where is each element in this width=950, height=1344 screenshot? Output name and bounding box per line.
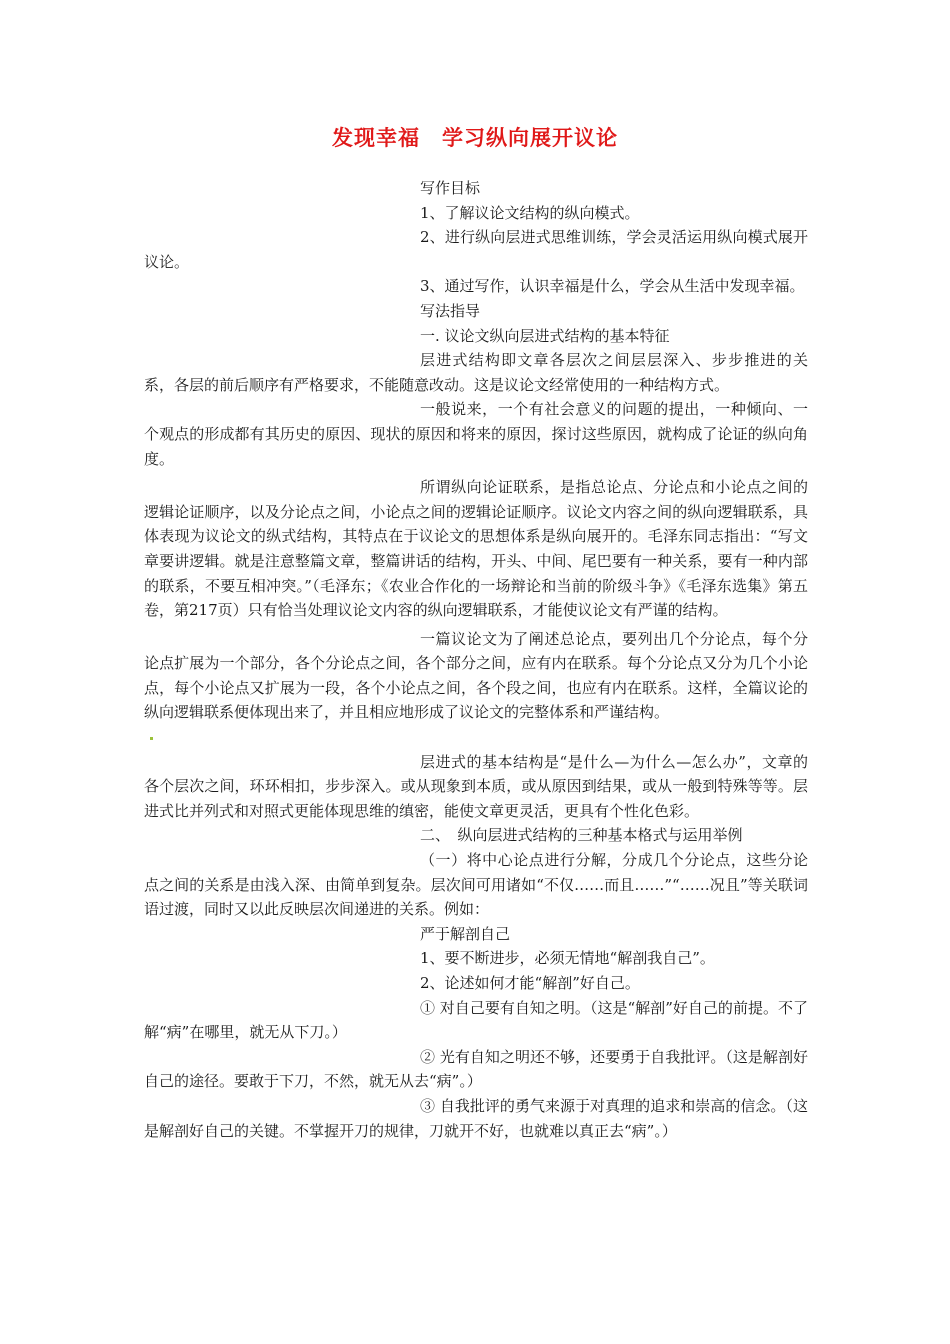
section-heading-guidance: 写法指导	[420, 301, 481, 320]
example-title: 严于解剖自己	[420, 924, 511, 943]
body-paragraph: 一般说来，一个有社会意义的问题的提出，一种倾向、一个观点的形成都有其历史的原因、现状的原因和将来的原因，探讨这些原因，就构成了论证的纵向角度。	[144, 400, 808, 468]
mark-line	[144, 725, 808, 750]
body-paragraph: 层进式的基本结构是“是什么—为什么—怎么办”，文章的各个层次之间，环环相扣，步步深入。或从现象到本质，或从原因到结果，或从一般到特殊等等。层进式比并列式和对照式更能体现思维的缜密，能使文章更灵活，更具有个性化色彩。	[144, 752, 808, 820]
goal-item-1: 1、了解议论文结构的纵向模式。	[420, 203, 640, 222]
example-subpoint-2: ② 光有自知之明还不够，还要勇于自我批评。（这是解剖好自己的途径。要敢于下刀，不然，就无从去“病”。）	[144, 1047, 808, 1091]
body-paragraph: （一）将中心论点进行分解，分成几个分论点，这些分论点之间的关系是由浅入深、由简单到复杂。层次间可用诸如“不仅……而且……”“……况且”等关联词语过渡，同时又以此反映层次间递进的关系。例如：	[144, 851, 808, 919]
body-paragraph: 一篇议论文为了阐述总论点，要列出几个分论点，每个分论点扩展为一个部分，各个分论点之间，各个部分之间，应有内在联系。每个分论点又分为几个小论点，每个小论点又扩展为一段，各个小论点之间，各个段之间，也应有内在联系。这样，全篇议论的纵向逻辑联系便体现出来了，并且相应地形成了议论文的完整体系和严谨结构。	[144, 629, 808, 722]
stray-dot-mark	[150, 737, 153, 740]
body-paragraph: 层进式结构即文章各层次之间层层深入、步步推进的关系，各层的前后顺序有严格要求，不能随意改动。这是议论文经常使用的一种结构方式。	[144, 351, 808, 394]
goal-item-2: 2、进行纵向层进式思维训练，学会灵活运用纵向模式展开议论。	[144, 228, 808, 271]
example-subpoint-3: ③ 自我批评的勇气来源于对真理的追求和崇高的信念。（这是解剖好自己的关键。不掌握开刀的规律，刀就开不好，也就难以真正去“病”。）	[144, 1096, 808, 1140]
page-title: 发现幸福 学习纵向展开议论	[332, 126, 618, 150]
example-subpoint-1: ① 对自己要有自知之明。（这是“解剖”好自己的前提。不了解“病”在哪里，就无从下刀。）	[144, 998, 808, 1042]
example-point-2: 2、论述如何才能“解剖”好自己。	[420, 974, 640, 992]
example-point-1: 1、要不断进步，必须无情地“解剖我自己”。	[420, 949, 715, 968]
goal-item-3: 3、通过写作，认识幸福是什么，学会从生活中发现幸福。	[420, 277, 805, 296]
document-body	[144, 176, 808, 1143]
section-heading-goals: 写作目标	[420, 179, 481, 197]
subheading-2: 二、 纵向层进式结构的三种基本格式与运用举例	[420, 826, 743, 845]
subheading-1: 一. 议论文纵向层进式结构的基本特征	[420, 326, 670, 345]
body-paragraph: 所谓纵向论证联系，是指总论点、分论点和小论点之间的逻辑论证顺序，以及分论点之间，小论点之间的逻辑论证顺序。议论文内容之间的纵向逻辑联系，具体表现为议论文的纵式结构，其特点在于议论文的思想体系是纵向展开的。毛泽东同志指出：“写文章要讲逻辑。就是注意整篇文章，整篇讲话的结构，开头、中间、尾巴要有一种关系，要有一种内部的联系，不要互相冲突。”（毛泽东；《农业合作化的一场辩论和当前的阶级斗争》《毛泽东选集》第五卷，第217页）只有恰当处理议论文内容的纵向逻辑联系，才能使议论文有严谨的结构。	[144, 478, 808, 620]
